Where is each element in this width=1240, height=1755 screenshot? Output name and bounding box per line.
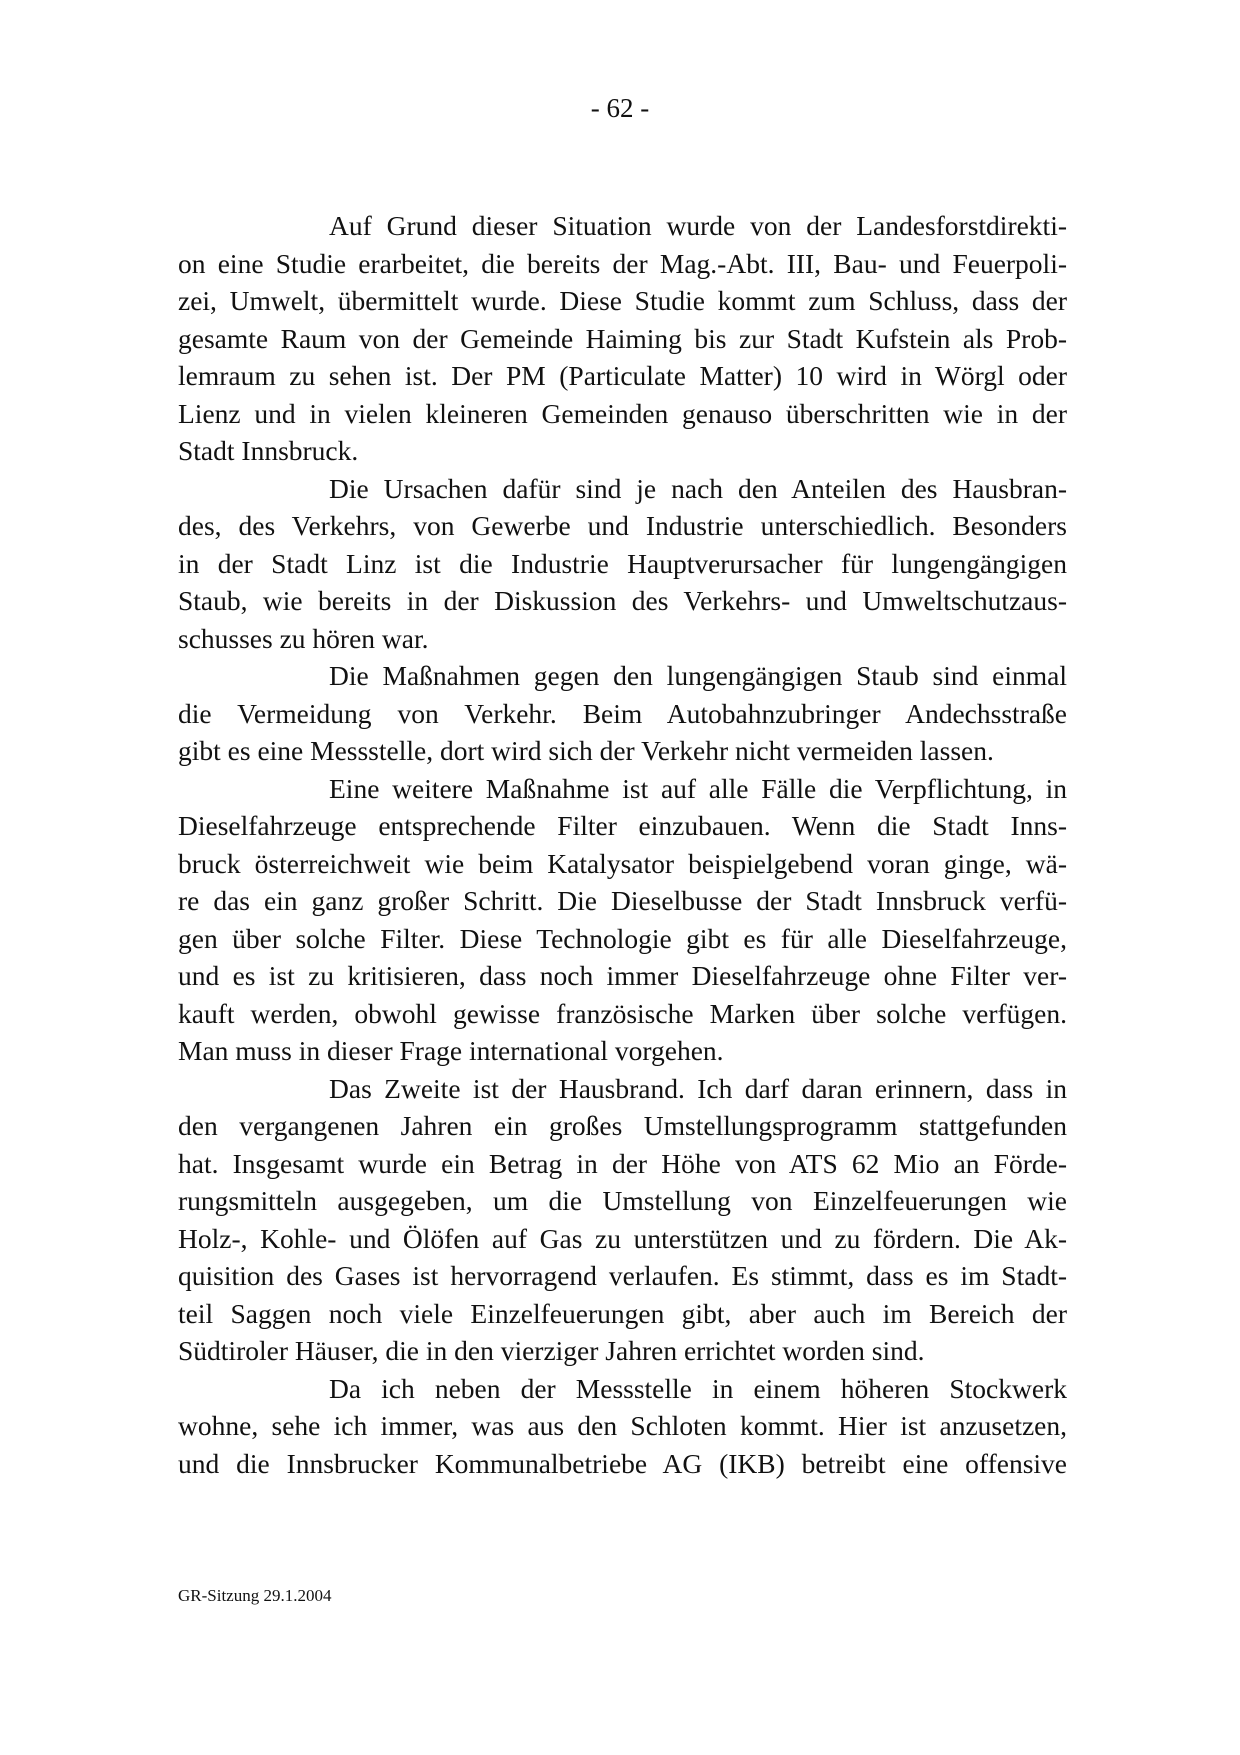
text-line: Lienz und in vielen kleineren Gemeinden genauso überschritten wie in der bbox=[178, 397, 1067, 429]
text-line: Staub, wie bereits in der Diskussion des Verkehrs- und Umweltschutzaus- bbox=[178, 585, 1067, 616]
text-line: hat. Insgesamt wurde ein Betrag in der Höhe von ATS 62 Mio an Förde- bbox=[178, 1147, 1067, 1179]
text-line: rungsmitteln ausgegeben, um die Umstellung von Einzelfeuerungen wie bbox=[178, 1185, 1067, 1216]
text-line: teil Saggen noch viele Einzelfeuerungen gibt, aber auch im Bereich der bbox=[178, 1297, 1067, 1329]
text-line: zei, Umwelt, übermittelt wurde. Diese Studie kommt zum Schluss, dass der bbox=[178, 285, 1067, 316]
text-line: in der Stadt Linz ist die Industrie Hauptverursacher für lungengängigen bbox=[178, 547, 1067, 579]
text-line: Stadt Innsbruck. bbox=[178, 435, 359, 466]
text-line: Da ich neben der Messstelle in einem höheren Stockwerk bbox=[329, 1372, 1067, 1404]
text-line: wohne, sehe ich immer, was aus den Schloten kommt. Hier ist anzusetzen, bbox=[178, 1410, 1067, 1441]
text-line: Holz-, Kohle- und Ölöfen auf Gas zu unterstützen und zu fördern. Die Ak- bbox=[178, 1222, 1067, 1254]
text-line: kauft werden, obwohl gewisse französische Marken über solche verfügen. bbox=[178, 997, 1067, 1029]
text-line: Südtiroler Häuser, die in den vierziger Jahren errichtet worden sind. bbox=[178, 1335, 925, 1366]
text-line: gibt es eine Messstelle, dort wird sich der Verkehr nicht vermeiden lassen. bbox=[178, 735, 994, 766]
text-line: die Vermeidung von Verkehr. Beim Autobahnzubringer Andechsstraße bbox=[178, 697, 1067, 729]
text-line: und die Innsbrucker Kommunalbetriebe AG (IKB) betreibt eine offensive bbox=[178, 1447, 1067, 1479]
text-line: Die Ursachen dafür sind je nach den Anteilen des Hausbran- bbox=[329, 472, 1067, 504]
text-line: Dieselfahrzeuge entsprechende Filter einzubauen. Wenn die Stadt Inns- bbox=[178, 810, 1067, 841]
text-line: quisition des Gases ist hervorragend verlaufen. Es stimmt, dass es im Stadt- bbox=[178, 1260, 1067, 1291]
text-line: des, des Verkehrs, von Gewerbe und Industrie unterschiedlich. Besonders bbox=[178, 510, 1067, 541]
text-line: schusses zu hören war. bbox=[178, 622, 429, 654]
text-line: Auf Grund dieser Situation wurde von der Landesforstdirekti- bbox=[329, 210, 1067, 241]
text-line: den vergangenen Jahren ein großes Umstellungsprogramm stattgefunden bbox=[178, 1110, 1067, 1141]
text-line: bruck österreichweit wie beim Katalysator beispielgebend voran ginge, wä- bbox=[178, 847, 1067, 879]
text-line: lemraum zu sehen ist. Der PM (Particulate Matter) 10 wird in Wörgl oder bbox=[178, 360, 1067, 391]
text-line: re das ein ganz großer Schritt. Die Dieselbusse der Stadt Innsbruck verfü- bbox=[178, 885, 1067, 916]
text-line: gen über solche Filter. Diese Technologie gibt es für alle Dieselfahrzeuge, bbox=[178, 922, 1067, 954]
text-line: Eine weitere Maßnahme ist auf alle Fälle die Verpflichtung, in bbox=[329, 772, 1067, 804]
text-line: gesamte Raum von der Gemeinde Haiming bis zur Stadt Kufstein als Prob- bbox=[178, 322, 1067, 354]
text-line: und es ist zu kritisieren, dass noch immer Dieselfahrzeuge ohne Filter ver- bbox=[178, 960, 1067, 991]
body-text bbox=[178, 207, 1067, 1482]
footer-session-date: GR-Sitzung 29.1.2004 bbox=[178, 1586, 332, 1605]
text-line: Die Maßnahmen gegen den lungengängigen Staub sind einmal bbox=[329, 660, 1067, 691]
page-number: - 62 - bbox=[590, 93, 650, 123]
text-line: on eine Studie erarbeitet, die bereits der Mag.-Abt. III, Bau- und Feuerpoli- bbox=[178, 247, 1067, 279]
text-line: Das Zweite ist der Hausbrand. Ich darf daran erinnern, dass in bbox=[329, 1072, 1067, 1104]
text-line: Man muss in dieser Frage international vorgehen. bbox=[178, 1035, 724, 1066]
